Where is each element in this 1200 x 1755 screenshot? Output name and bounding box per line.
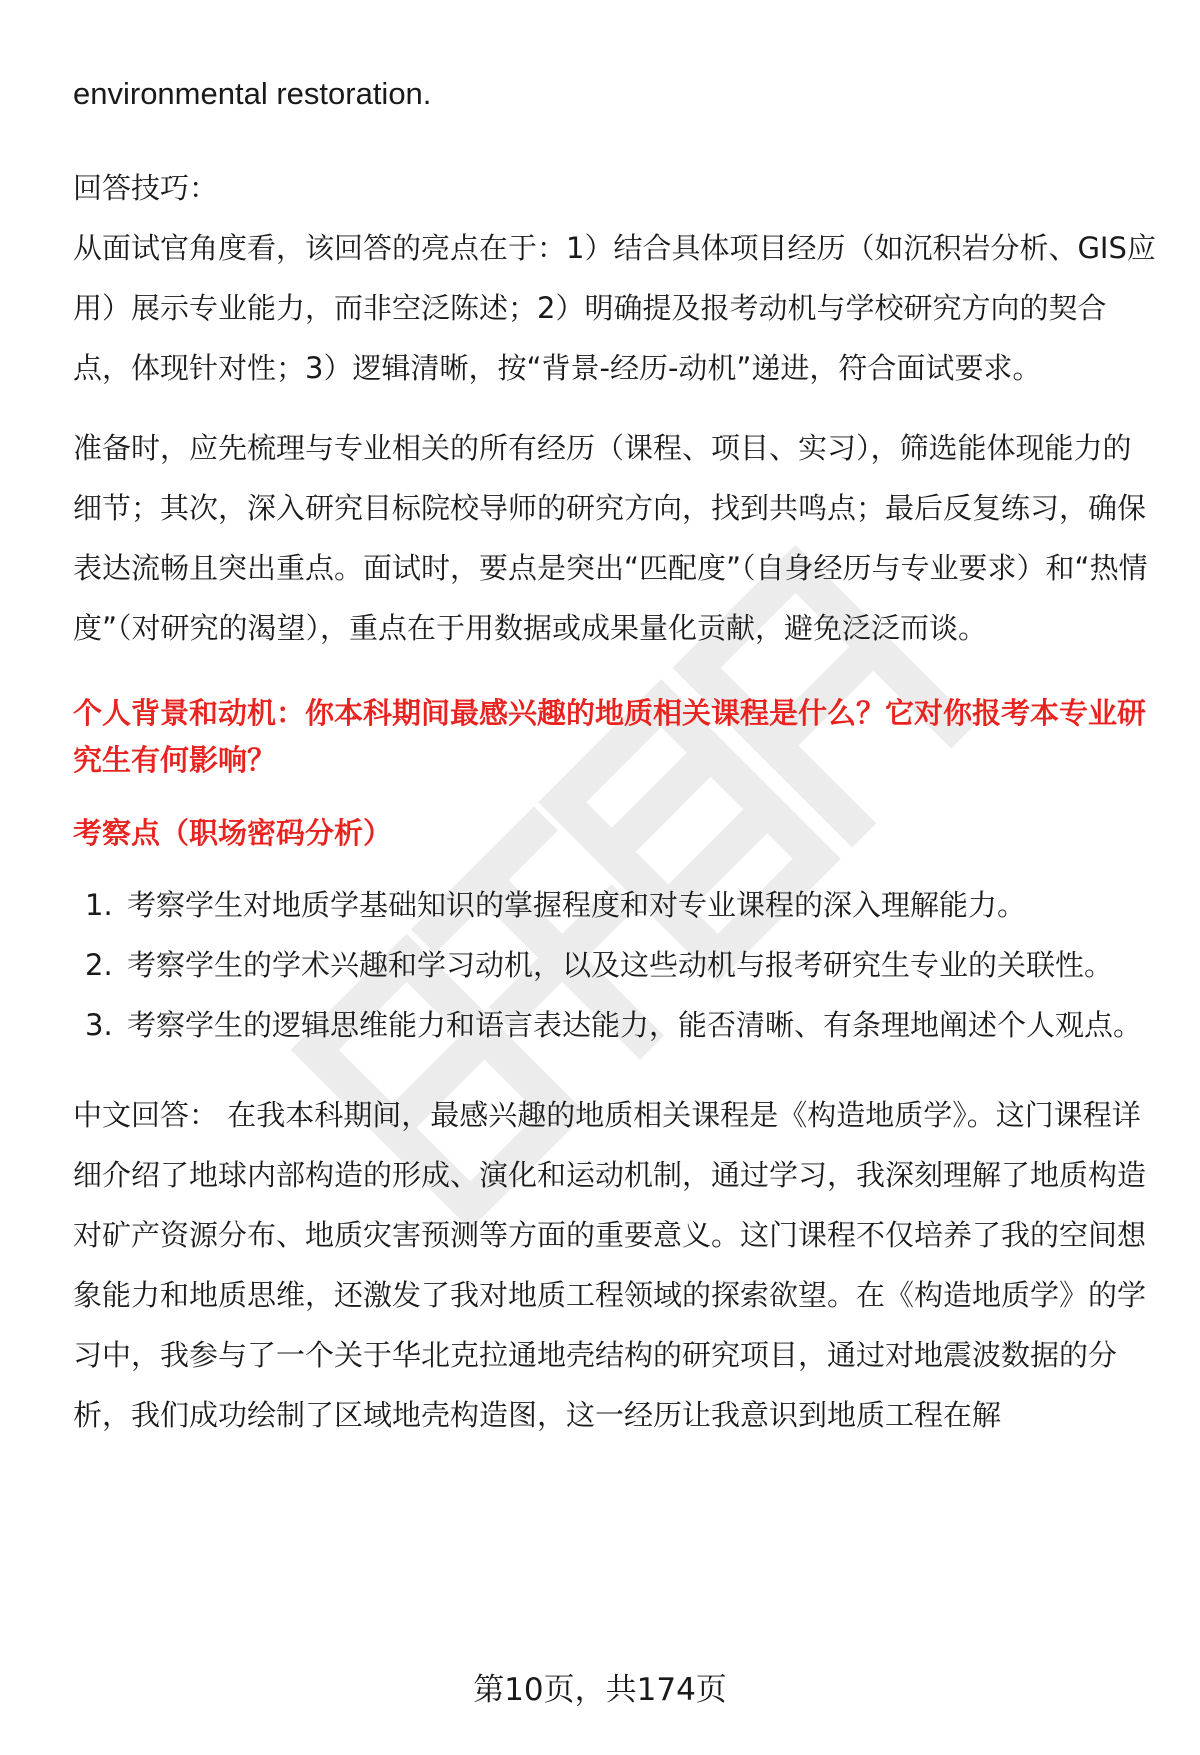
list-item-number: 1.: [85, 888, 113, 922]
list-item: [73, 875, 1158, 935]
points-list: [73, 857, 1158, 1055]
list-item: [73, 995, 1158, 1055]
tips-paragraph-1: 从面试官角度看，该回答的亮点在于：1）结合具体项目经历（如沉积岩分析、GIS应用）展示专业能力，而非空泛陈述；2）明确提及报考动机与学校研究方向的契合点，体现针对性；3）逻辑清晰，按“背景-经历-动机”递进，符合面试要求。: [73, 231, 1156, 385]
tips-paragraph-2: 准备时，应先梳理与专业相关的所有经历（课程、项目、实习），筛选能体现能力的细节；其次，深入研究目标院校导师的研究方向，找到共鸣点；最后反复练习，确保表达流畅且突出重点。面试时，要点是突出“匹配度”（自身经历与专业要求）和“热情度”（对研究的渴望），重点在于用数据或成果量化贡献，避免泛泛而谈。: [73, 431, 1148, 645]
list-item-number: 2.: [85, 948, 113, 982]
tips-label: 回答技巧：: [73, 171, 219, 205]
list-item-number: 3.: [85, 1008, 113, 1042]
list-item-text: 考察学生的逻辑思维能力和语言表达能力，能否清晰、有条理地阐述个人观点。: [127, 1008, 1143, 1042]
list-item-text: 考察学生对地质学基础知识的掌握程度和对专业课程的深入理解能力。: [127, 888, 1027, 922]
document-page: [73, 0, 1158, 1445]
list-item: [73, 935, 1158, 995]
question-title: 个人背景和动机：你本科期间最感兴趣的地质相关课程是什么？它对你报考本专业研究生有何影响？: [73, 696, 1147, 777]
list-item-text: 考察学生的学术兴趣和学习动机，以及这些动机与报考研究生专业的关联性。: [127, 948, 1114, 982]
lead-text: environmental restoration.: [73, 76, 432, 111]
points-label: 考察点（职场密码分析）: [73, 816, 393, 850]
page-footer: 第10页，共174页: [473, 1672, 727, 1708]
answer-paragraph: 中文回答： 在我本科期间，最感兴趣的地质相关课程是《构造地质学》。这门课程详细介绍了地球内部构造的形成、演化和运动机制，通过学习，我深刻理解了地质构造对矿产资源分布、地质灾害预测等方面的重要意义。这门课程不仅培养了我的空间想象能力和地质思维，还激发了我对地质工程领域的探索欲望。在《构造地质学》的学习中，我参与了一个关于华北克拉通地壳结构的研究项目，通过对地震波数据的分析，我们成功绘制了区域地壳构造图，这一经历让我意识到地质工程在解: [73, 1098, 1147, 1432]
